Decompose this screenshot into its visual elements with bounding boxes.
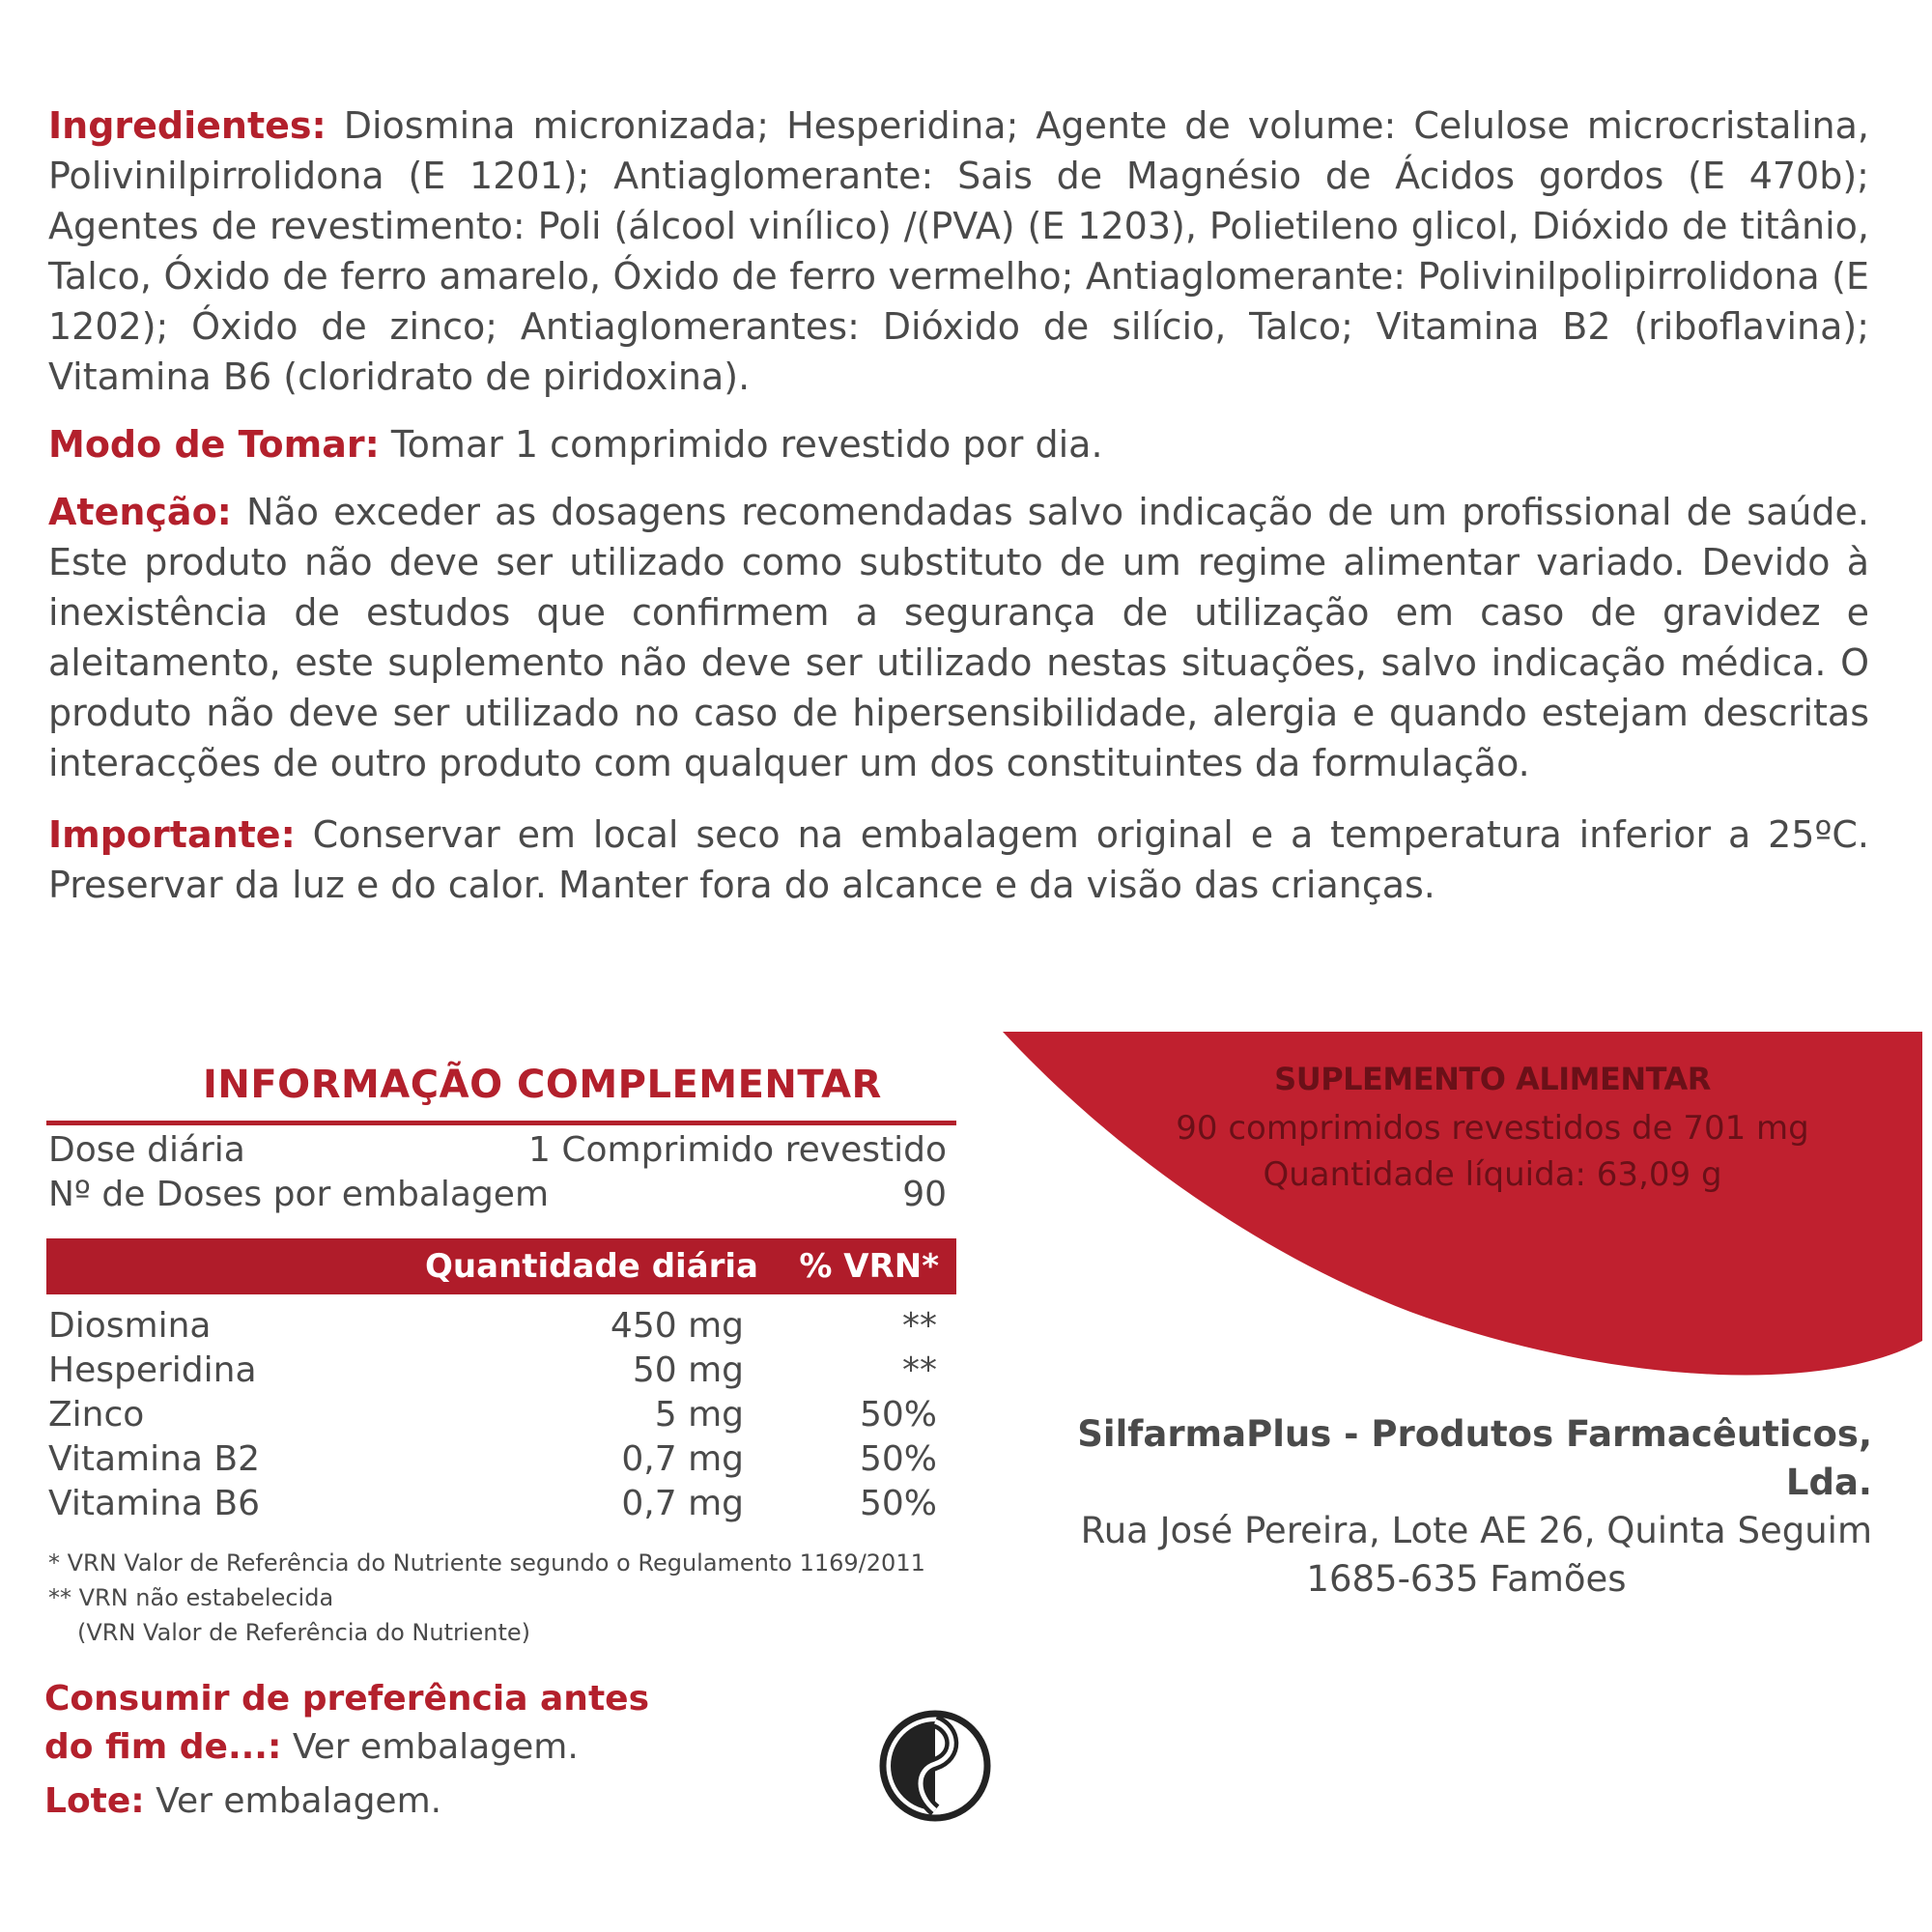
doses-per-pack-row	[48, 1175, 947, 1219]
best-before-label: Consumir de preferência antes	[44, 1679, 649, 1719]
nutrient-name: Hesperidina	[48, 1350, 257, 1390]
batch-value: Ver embalagem.	[156, 1781, 442, 1821]
nutrient-name: Zinco	[48, 1395, 145, 1435]
header-vrn: % VRN*	[799, 1247, 939, 1286]
daily-dose-row	[48, 1130, 947, 1175]
manufacturer-name: SilfarmaPlus - Produtos Farmacêuticos, Lda.	[1077, 1413, 1872, 1503]
supplement-banner	[1082, 1061, 1903, 1194]
nutrient-name: Vitamina B2	[48, 1439, 261, 1479]
table-row	[48, 1484, 937, 1528]
footnote-vrn: * VRN Valor de Referência do Nutriente segundo o Regulamento 1169/2011	[48, 1549, 925, 1577]
banner-net-quantity: Quantidade líquida: 63,09 g	[1263, 1155, 1722, 1194]
manufacturer-address: Rua José Pereira, Lote AE 26, Quinta Seguim	[1080, 1510, 1872, 1551]
nutrient-quantity: 0,7 mg	[621, 1439, 744, 1479]
info-table-rule	[46, 1121, 956, 1125]
banner-title: SUPLEMENTO ALIMENTAR	[1274, 1061, 1711, 1097]
daily-dose-value: 1 Comprimido revestido	[528, 1130, 947, 1170]
doses-per-pack-label: Nº de Doses por embalagem	[48, 1175, 550, 1214]
nutrient-quantity: 450 mg	[610, 1306, 744, 1346]
nutrient-vrn: **	[902, 1306, 937, 1346]
best-before-label-cont: do fim de...:	[44, 1727, 282, 1767]
ingredients-label: Ingredientes:	[48, 104, 327, 147]
best-before-value: Ver embalagem.	[292, 1727, 579, 1767]
storage-label: Importante:	[48, 813, 296, 856]
best-before-line2	[44, 1727, 579, 1767]
footnote-vrn-definition: (VRN Valor de Referência do Nutriente)	[77, 1619, 531, 1646]
dosage-paragraph	[48, 419, 1869, 469]
nutrient-quantity: 50 mg	[632, 1350, 744, 1390]
table-row	[48, 1395, 937, 1439]
batch-label: Lote:	[44, 1781, 145, 1821]
nutrient-quantity: 5 mg	[654, 1395, 744, 1435]
batch-line	[44, 1781, 441, 1821]
nutrient-vrn: 50%	[859, 1439, 937, 1479]
table-row	[48, 1439, 937, 1484]
manufacturer-postcode: 1685-635 Famões	[1306, 1558, 1627, 1600]
storage-text: Conservar em local seco na embalagem original e a temperatura inferior a 25ºC. Preservar da luz e do calor. Manter fora do alcance e da visão das crianças.	[48, 813, 1869, 906]
manufacturer-block	[1003, 1410, 1872, 1604]
banner-tablets: 90 comprimidos revestidos de 701 mg	[1176, 1109, 1809, 1148]
green-dot-recycle-icon	[877, 1708, 993, 1824]
doses-per-pack-value: 90	[902, 1175, 947, 1214]
footnote-vrn-not-set: ** VRN não estabelecida	[48, 1584, 334, 1611]
nutrient-vrn: 50%	[859, 1484, 937, 1523]
warning-label: Atenção:	[48, 491, 232, 533]
nutrient-vrn: 50%	[859, 1395, 937, 1435]
table-row	[48, 1306, 937, 1350]
best-before-label-line1	[44, 1679, 649, 1719]
dosage-label: Modo de Tomar:	[48, 423, 380, 466]
nutrient-quantity: 0,7 mg	[621, 1484, 744, 1523]
nutrient-name: Vitamina B6	[48, 1484, 261, 1523]
table-row	[48, 1350, 937, 1395]
daily-dose-label: Dose diária	[48, 1130, 245, 1170]
header-daily-quantity: Quantidade diária	[425, 1247, 758, 1286]
nutrient-table-header	[46, 1238, 956, 1294]
warning-paragraph	[48, 487, 1869, 788]
dosage-text: Tomar 1 comprimido revestido por dia.	[390, 423, 1103, 466]
nutrient-name: Diosmina	[48, 1306, 212, 1346]
info-table-title: INFORMAÇÃO COMPLEMENTAR	[203, 1063, 882, 1107]
warning-text: Não exceder as dosagens recomendadas salvo indicação de um profissional de saúde. Este produto não deve ser utilizado como substituto de um regime alimentar variado. Devido à inexistência de estudos que confirmem a segurança de utilização em caso de gravidez e aleitamento, este suplemento não deve ser utilizado nestas situações, salvo indicação médica. O produto não deve ser utilizado no caso de hipersensibilidade, alergia e quando estejam descritas interacções de outro produto com qualquer um dos constituintes da formulação.	[48, 491, 1869, 784]
ingredients-paragraph	[48, 100, 1869, 402]
ingredients-text: Diosmina micronizada; Hesperidina; Agente de volume: Celulose microcristalina, Polivinilpirrolidona (E 1201); Antiaglomerante: Sais de Magnésio de Ácidos gordos (E 470b); Agentes de revestimento: Poli (álcool vinílico) /(PVA) (E 1203), Polietileno glicol, Dióxido de titânio, Talco, Óxido de ferro amarelo, Óxido de ferro vermelho; Antiaglomerante: Polivinilpolipirrolidona (E 1202); Óxido de zinco; Antiaglomerantes: Dióxido de silício, Talco; Vitamina B2 (riboflavina); Vitamina B6 (cloridrato de piridoxina).	[48, 104, 1869, 398]
nutrient-vrn: **	[902, 1350, 937, 1390]
storage-paragraph	[48, 810, 1869, 910]
